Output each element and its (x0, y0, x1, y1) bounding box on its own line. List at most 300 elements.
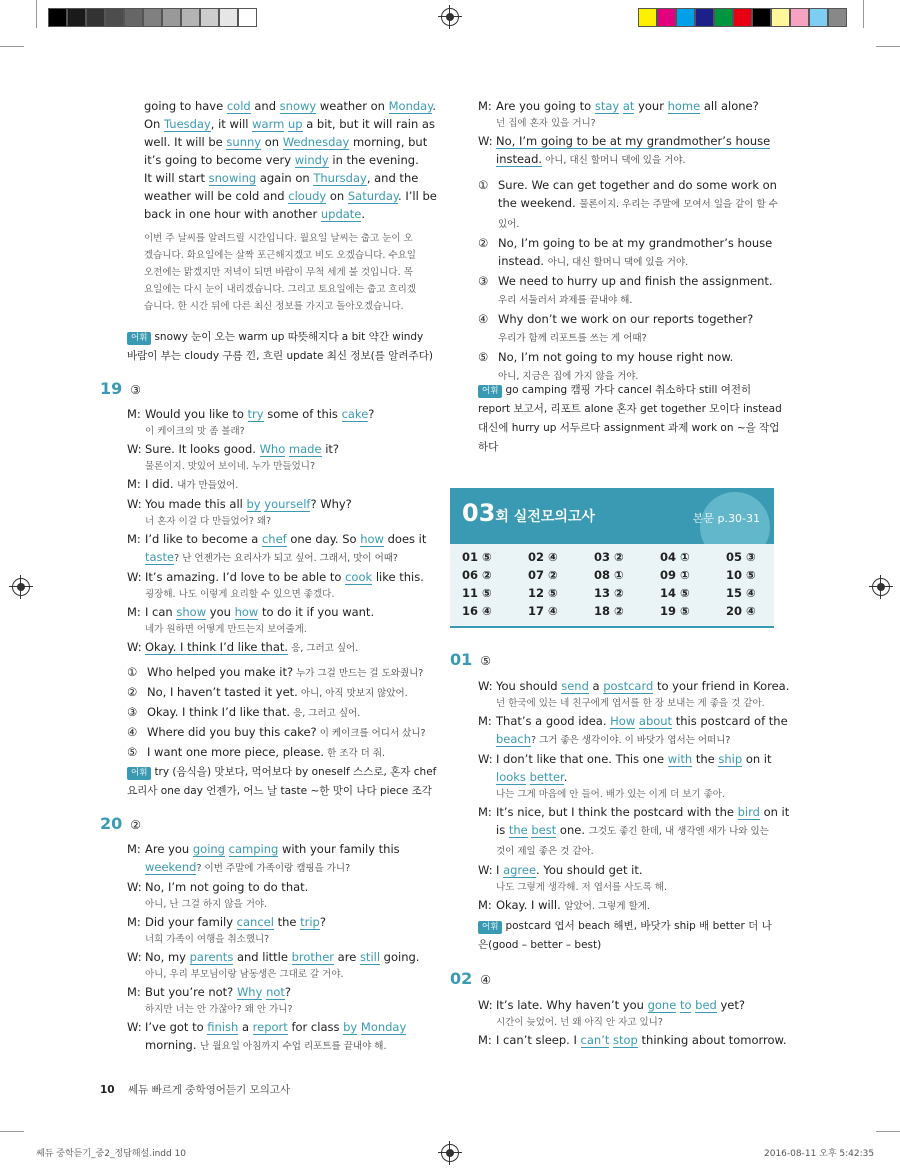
dialog-line (478, 677, 790, 695)
blank-answer: with (667, 752, 693, 766)
blank-answer: agree (503, 863, 537, 877)
option-text: I want one more piece, please. (147, 745, 325, 759)
text-run: But you’re not? (145, 985, 237, 999)
color-bar-process (638, 8, 847, 27)
text-run: ? 난 언젠가는 요리사가 되고 싶어. 그래서, 맛이 어때? (174, 553, 398, 564)
text-run: ? 그거 좋은 생각이야. 이 바닷가 엽서는 어떠니? (531, 735, 731, 746)
dialog-line (478, 821, 778, 841)
q19-vocab (127, 762, 437, 800)
speaker-label: W: (127, 880, 142, 894)
dialog-line (478, 1031, 787, 1049)
crop-mark (0, 1131, 24, 1132)
blank-answer: chef (261, 532, 287, 546)
text-run: I (496, 863, 504, 877)
text-run: thinking about tomorrow. (637, 1033, 787, 1047)
blank-answer: brother (291, 950, 335, 964)
dialog-line (478, 768, 778, 786)
text-run: to your friend in Korea. (653, 679, 790, 693)
blank-answer: finish (207, 1020, 239, 1034)
color-swatch (828, 8, 847, 27)
text-run: some of this (263, 407, 342, 421)
blank-answer: ship (718, 752, 743, 766)
speaker-label: W: (478, 679, 493, 693)
q01-vocab (478, 916, 778, 954)
speaker-label: W: (478, 863, 493, 877)
option-translation: 이 케이크를 어디서 샀니? (316, 728, 426, 739)
vocab-line (478, 380, 778, 399)
answer-key-cell: 09 ① (660, 568, 690, 582)
blank-answer: the (508, 823, 528, 837)
color-swatch (162, 8, 181, 27)
text-run: I’ve got to (145, 1020, 208, 1034)
q20-vocab (478, 380, 782, 456)
speaker-label: M: (478, 99, 492, 113)
vocab-text: go camping 캠핑 가다 cancel 취소하다 still 여전히 (505, 384, 752, 396)
dialog-line (127, 603, 432, 621)
color-swatch (143, 8, 162, 27)
answer-option (478, 252, 778, 272)
text-run: Sure. It looks good. (145, 442, 260, 456)
text-run: weather on (316, 99, 389, 113)
text-run: all alone? (700, 99, 759, 113)
text-run: yet? (716, 998, 745, 1012)
blank-answer: Why (236, 985, 263, 999)
text-run: ? (284, 985, 292, 999)
script-line (144, 115, 435, 133)
answer-option (478, 234, 778, 252)
script-line (144, 205, 429, 223)
text-run: 것이 제일 좋은 것 같아. (496, 846, 594, 857)
color-swatch (200, 8, 219, 27)
blank-answer: how (234, 605, 259, 619)
answer-key-cell: 17 ④ (528, 604, 558, 618)
answer-key-cell: 16 ④ (462, 604, 492, 618)
text-run: We need to hurry up and finish the assignment. (498, 274, 773, 288)
vocab-line (478, 418, 778, 437)
text-run: I can (145, 605, 177, 619)
answer-option (478, 348, 778, 366)
dialog-translation: 넌 한국에 있는 네 친구에게 엽서를 한 장 보내는 게 좋을 것 같아. (496, 698, 765, 709)
q20-options (478, 176, 778, 386)
dialog-line (478, 861, 778, 879)
vocab-text: 은(good – better – best) (478, 939, 602, 951)
answer-option (478, 214, 778, 234)
dialog-translation: 하지만 너는 안 가잖아? 왜 안 가니? (145, 1004, 293, 1015)
text-run: is (496, 823, 509, 837)
text-run: Are you (145, 842, 193, 856)
option-text: Who helped you make it? (147, 665, 294, 679)
dialog-translation: 네가 원하면 어떻게 만드는지 보여줄게. (145, 624, 307, 635)
dialog-translation: 넌 집에 혼자 있을 거니? (496, 118, 596, 129)
blank-answer: Wednesday (282, 135, 350, 149)
text-run: morning. (145, 1038, 201, 1052)
page-number: 10 (100, 1084, 115, 1096)
answer-key-cell: 10 ⑤ (726, 568, 756, 582)
speaker-label: W: (127, 640, 142, 654)
script-line (144, 97, 437, 115)
blank-answer: camping (228, 842, 279, 856)
option-mark: ③ (478, 274, 489, 288)
dialog-translation: 이 케이크의 맛 좀 볼래? (145, 426, 245, 437)
dialog-line (127, 983, 432, 1001)
speaker-label: W: (478, 998, 493, 1012)
question-number-19: 19 ③ (100, 379, 142, 398)
vocab-line (478, 935, 778, 954)
dialog-line (127, 878, 432, 896)
text-run: ? (319, 915, 326, 929)
text-run: 그것도 좋긴 한데, 내 생각엔 새가 나와 있는 (588, 826, 769, 837)
blank-answer: not (266, 985, 285, 999)
text-run: your (634, 99, 668, 113)
blank-answer: taste (145, 550, 175, 564)
crop-mark (876, 1131, 900, 1132)
answer-option (127, 703, 432, 723)
option-mark: ② (127, 685, 138, 699)
text-run: on (326, 189, 348, 203)
text-run: . (563, 770, 568, 784)
text-run: Did your family (145, 915, 237, 929)
option-mark: ④ (127, 725, 138, 739)
answer-key-cell: 03 ② (594, 550, 624, 564)
text-run: , and the (366, 171, 419, 185)
color-swatch (238, 8, 257, 27)
blank-answer: show (176, 605, 207, 619)
answer-key-cell: 20 ④ (726, 604, 756, 618)
answer-key-cell: 07 ② (528, 568, 558, 582)
text-run: like this. (372, 570, 424, 584)
dialog-line (478, 712, 788, 730)
text-run: are (334, 950, 360, 964)
dialog-line (127, 1018, 432, 1036)
text-run: for class (287, 1020, 344, 1034)
color-swatch (638, 8, 657, 27)
blank-answer: best (531, 823, 557, 837)
q19-dialog (127, 405, 432, 658)
color-swatch (733, 8, 752, 27)
vocab-tag: 어휘 (127, 767, 151, 780)
blank-answer: windy (294, 153, 329, 167)
dialog-line (478, 803, 790, 821)
banner-page-ref: 본문 p.30-31 (692, 512, 760, 525)
color-swatch (105, 8, 124, 27)
blank-answer: yourself (264, 497, 311, 511)
text-run: . (361, 207, 366, 221)
text-run: ? Why? (310, 497, 352, 511)
banner-title: 03회 실전모의고사 (462, 499, 595, 527)
weather-translation (144, 230, 429, 315)
option-mark: ① (478, 178, 489, 192)
slug-file: 쎄듀 중학듣기_중2_정답해설.indd 10 (36, 1149, 187, 1159)
blank-answer: at (622, 99, 635, 113)
answer-option (127, 663, 432, 683)
text-run: going to have (144, 99, 227, 113)
text-run: it? (321, 442, 340, 456)
dialog-line (127, 840, 432, 858)
option-mark: ④ (478, 312, 489, 326)
blank-answer: warm (252, 117, 285, 131)
answer-key-cell: 06 ② (462, 568, 492, 582)
vocab-text: 대신에 hurry up 서두르다 assignment 과제 work on ~을 작업 (478, 422, 780, 434)
text-run: instead. (498, 254, 548, 268)
text-run: 난 월요일 아침까지 수업 리포트를 끝내야 해. (200, 1041, 387, 1052)
color-swatch (181, 8, 200, 27)
text-run: I did. (145, 477, 178, 491)
vocab-line (127, 781, 432, 800)
vocab-text: postcard 엽서 beach 해변, 바닷가 ship 배 better 더 나 (505, 920, 772, 932)
dialog-line (478, 841, 778, 861)
text-run: Are you going to (496, 99, 595, 113)
text-run: It will start (144, 171, 209, 185)
text-run: a bit, but it will rain as (302, 117, 435, 131)
answer-option (127, 743, 432, 763)
dialog-translation: 굉장해. 나도 이렇게 요리할 수 있으면 좋겠다. (145, 589, 335, 600)
blank-answer: postcard (603, 679, 654, 693)
color-swatch (657, 8, 676, 27)
text-run: 우리가 함께 리포트를 쓰는 게 어때? (498, 333, 647, 344)
translation-line: 겠습니다. 화요일에는 살짝 포근해지겠고 비도 오겠습니다. 수요일 (144, 250, 416, 261)
speaker-label: M: (127, 407, 141, 421)
text-run: I can’t sleep. I (496, 1033, 581, 1047)
crop-mark (863, 0, 864, 28)
dialog-line (127, 858, 432, 878)
blank-answer: looks (496, 770, 526, 784)
blank-answer: beach (496, 732, 532, 746)
speaker-label: W: (127, 950, 142, 964)
vocab-text: report 보고서, 리포트 alone 혼자 get together 모이다 instead (478, 403, 782, 415)
answer-key-cell: 08 ① (594, 568, 624, 582)
blank-answer: up (287, 117, 303, 131)
question-number-20: 20 ② (100, 814, 142, 833)
q20-dialog (127, 840, 432, 1056)
speaker-label: M: (478, 714, 492, 728)
blank-answer: snowy (279, 99, 317, 113)
text-run: in the evening. (328, 153, 419, 167)
dialog-translation: 물론이지. 맛있어 보이네. 누가 만들었니? (145, 461, 315, 472)
option-translation: 응, 그러고 싶어. (290, 708, 361, 719)
text-run: ? 이번 주말에 가족이랑 캠핑을 가니? (196, 863, 351, 874)
answer-option (478, 290, 778, 310)
vocab-line (127, 762, 437, 781)
text-run: 내가 만들었어. (177, 480, 239, 491)
dialog-line (127, 495, 432, 513)
blank-answer: try (247, 407, 264, 421)
weather-script (144, 97, 437, 223)
color-swatch (48, 8, 67, 27)
text-run: On (144, 117, 164, 131)
blank-answer: by (246, 497, 261, 511)
blank-answer: stop (613, 1033, 638, 1047)
blank-answer: bed (695, 998, 717, 1012)
answer-option (478, 272, 778, 290)
text-run: again on (256, 171, 314, 185)
text-run: No, I’m not going to do that. (145, 880, 309, 894)
option-mark: ⑤ (478, 350, 489, 364)
option-mark: ② (478, 236, 489, 250)
answer-option (478, 176, 778, 194)
option-translation: 아니, 아직 맛보지 않았어. (297, 688, 408, 699)
text-run: instead. (496, 152, 543, 166)
blank-answer: sunny (226, 135, 262, 149)
text-run: on it (742, 752, 772, 766)
option-text: Where did you buy this cake? (147, 725, 317, 739)
text-run: You should (496, 679, 562, 693)
blank-answer: better (529, 770, 564, 784)
crop-mark (876, 46, 900, 47)
dialog-line (478, 896, 778, 916)
answer-key-cell: 18 ② (594, 604, 624, 618)
blank-answer: trip (300, 915, 320, 929)
option-text: No, I haven’t tasted it yet. (147, 685, 298, 699)
speaker-label: M: (127, 842, 141, 856)
crop-mark (36, 0, 37, 28)
registration-mark-bottom (441, 1144, 459, 1162)
blank-answer: cancel (236, 915, 274, 929)
speaker-label: M: (478, 1033, 492, 1047)
option-translation: 한 조각 더 줘. (324, 748, 386, 759)
text-run: No, my (145, 950, 190, 964)
text-run: Okay. I think I’d like that. (145, 640, 289, 654)
vocab-line (478, 916, 778, 935)
text-run: Okay. I will. (496, 898, 565, 912)
text-run: a (588, 679, 604, 693)
registration-mark-top (441, 8, 459, 26)
option-text: Okay. I think I’d like that. (147, 705, 291, 719)
speaker-label: W: (127, 570, 142, 584)
color-swatch (219, 8, 238, 27)
text-run: 아니, 대신 할머니 댁에 있을 거야. (542, 155, 686, 166)
speaker-label: M: (127, 532, 141, 546)
text-run: 물론이지. 우리는 주말에 모여서 일을 같이 할 수 (579, 199, 778, 210)
blank-answer: Who (259, 442, 286, 456)
text-run: It’s late. Why haven’t you (496, 998, 648, 1012)
slug-timestamp: 2016-08-11 오후 5:42:35 (764, 1149, 875, 1159)
dialog-line (127, 548, 432, 568)
vocab-line (127, 327, 432, 346)
dialog-translation: 나는 그게 마음에 안 들어. 배가 있는 이게 더 보기 좋아. (496, 789, 725, 800)
text-run: 아니, 지금은 집에 가지 않을 거야. (498, 371, 639, 382)
text-run: It’s nice, but I think the postcard with the (496, 805, 738, 819)
vocab-line (478, 399, 782, 418)
color-swatch (714, 8, 733, 27)
text-run: to do it if you want. (258, 605, 375, 619)
vocab-tag: 어휘 (127, 332, 151, 345)
speaker-label: W: (478, 752, 493, 766)
color-swatch (752, 8, 771, 27)
text-run: you (206, 605, 235, 619)
vocab-line (127, 346, 432, 365)
answer-key-cell: 01 ⑤ (462, 550, 492, 564)
dialog-line (478, 730, 778, 750)
speaker-label: M: (478, 805, 492, 819)
blank-answer: made (288, 442, 322, 456)
answer-key-cell: 02 ④ (528, 550, 558, 564)
color-swatch (67, 8, 86, 27)
dialog-line (478, 996, 778, 1014)
dialog-translation: 아니, 난 그걸 하지 않을 거야. (145, 899, 268, 910)
text-run: . You should get it. (536, 863, 643, 877)
blank-answer: still (359, 950, 381, 964)
color-bar-gray (48, 8, 257, 27)
blank-answer: cold (226, 99, 251, 113)
question-number-02: 02 ④ (450, 969, 492, 988)
color-swatch (124, 8, 143, 27)
blank-answer: home (667, 99, 701, 113)
answer-key-cell: 04 ① (660, 550, 690, 564)
text-run: . (432, 99, 437, 113)
answer-key-cell: 19 ⑤ (660, 604, 690, 618)
dialog-line (127, 440, 432, 458)
text-run: one day. So (286, 532, 361, 546)
speaker-label: M: (127, 477, 141, 491)
text-run: back in one hour with another (144, 207, 321, 221)
blank-answer: Monday (360, 1020, 407, 1034)
translation-line: 요일에는 다시 눈이 내리겠습니다. 그리고 토요일에는 춥고 흐리겠 (144, 284, 416, 295)
speaker-label: M: (127, 605, 141, 619)
text-run: It’s amazing. I’d love to be able to (145, 570, 346, 584)
option-translation: 누가 그걸 만드는 걸 도와줬니? (293, 668, 424, 679)
weather-vocab (127, 327, 432, 365)
text-run: this postcard of the (672, 714, 788, 728)
option-mark: ① (127, 665, 138, 679)
blank-answer: Saturday (347, 189, 399, 203)
text-run: the (273, 915, 301, 929)
book-title: 쎄듀 빠르게 중학영어듣기 모의고사 (127, 1084, 291, 1096)
color-swatch (809, 8, 828, 27)
text-run: morning, but (349, 135, 428, 149)
answer-option (478, 328, 778, 348)
color-swatch (790, 8, 809, 27)
text-run: going. (380, 950, 420, 964)
translation-line: 오전에는 맑겠지만 저녁이 되면 바람이 무척 세게 불 것입니다. 목 (144, 267, 413, 278)
answer-option (127, 683, 432, 703)
blank-answer: about (638, 714, 673, 728)
translation-line: 습니다. 한 시간 뒤에 다른 최신 정보를 가지고 돌아오겠습니다. (144, 301, 404, 312)
text-run: , it will (210, 117, 253, 131)
dialog-translation: 시간이 늦었어. 넌 왜 아직 안 자고 있니? (496, 1017, 663, 1028)
vocab-text: try (음식을) 맛보다, 먹어보다 by oneself 스스로, 혼자 chef (154, 766, 437, 778)
option-mark: ③ (127, 705, 138, 719)
script-line (144, 133, 429, 151)
text-run: Why don’t we work on our reports together? (498, 312, 754, 326)
dialog-line (127, 1036, 432, 1056)
blank-answer: Tuesday (164, 117, 211, 131)
dialog-line (127, 638, 432, 658)
option-mark: ⑤ (127, 745, 138, 759)
dialog-line (478, 150, 778, 170)
test-banner (450, 488, 774, 544)
dialog-line (127, 405, 432, 423)
vocab-text: 요리사 one day 언젠가, 어느 날 taste ~한 맛이 나다 piece 조각 (127, 785, 432, 797)
speaker-label: M: (127, 985, 141, 999)
blank-answer: send (561, 679, 589, 693)
text-run: 우리 서둘러서 과제를 끝내야 해. (498, 295, 633, 306)
blank-answer: going (192, 842, 225, 856)
text-run: You made this all (145, 497, 247, 511)
blank-answer: update (320, 207, 362, 221)
text-run: No, I’m going to be at my grandmother’s house (496, 134, 771, 148)
dialog-line (127, 530, 432, 548)
speaker-label: W: (478, 134, 493, 148)
text-run: Would you like to (145, 407, 248, 421)
text-run: 알았어. 그렇게 할게. (564, 901, 650, 912)
blank-answer: how (360, 532, 384, 546)
dialog-translation: 아니, 우리 부모님이랑 남동생은 그대로 갈 거야. (145, 969, 344, 980)
vocab-text: 하다 (478, 441, 499, 453)
speaker-label: M: (478, 898, 492, 912)
text-run: 있어. (498, 219, 520, 230)
blank-answer: Thursday (313, 171, 367, 185)
text-run: That’s a good idea. (496, 714, 611, 728)
